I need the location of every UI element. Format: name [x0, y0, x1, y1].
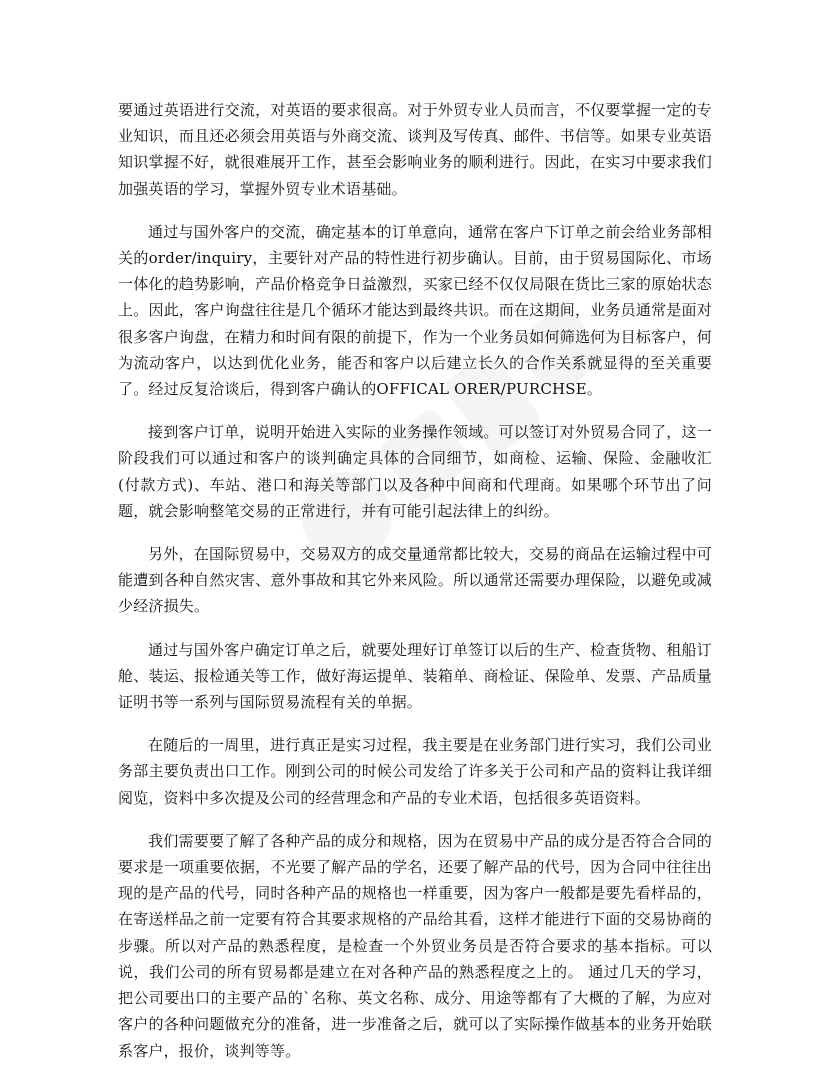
paragraph: 我们需要要了解了各种产品的成分和规格，因为在贸易中产品的成分是否符合合同的要求是一项重要依据，不光要了解产品的学名，还要了解产品的代号，因为合同中往往出现的是产品的代号，同时各种产品的规格也一样重要，因为客户一般都是要先看样品的，在寄送样品之前一定要有符合其要求规格的产品给其看，这样才能进行下面的交易协商的步骤。所以对产品的熟悉程度，是检查一个外贸业务员是否符合要求的基本指标。可以说，我们公司的所有贸易都是建立在对各种产品的熟悉程度之上的。 通过几天的学习，把公司要出口的主要产品的`名称、英文名称、成分、用途等都有了大概的了解，为应对客户的各种问题做充分的准备，进一步准备之后，就可以了实际操作做基本的业务开始联系客户，报价，谈判等等。 [118, 831, 712, 1060]
paragraph: 在随后的一周里，进行真正是实习过程，我主要是在业务部门进行实习，我们公司业务部主要负责出口工作。刚到公司的时候公司发给了许多关于公司和产品的资料让我详细阅览，资料中多次提及公司的经营理念和产品的专业术语，包括很多英语资料。 [118, 736, 712, 807]
paragraph: 通过与国外客户的交流，确定基本的订单意向，通常在客户下订单之前会给业务部相关的order/inquiry，主要针对产品的特性进行初步确认。目前，由于贸易国际化、市场一体化的趋势影响，产品价格竞争日益激烈，买家已经不仅仅局限在货比三家的原始状态上。因此，客户询盘往往是几个循环才能达到最终共识。而在这期间，业务员通常是面对很多客户询盘，在精力和时间有限的前提下，作为一个业务员如何筛选何为目标客户，何为流动客户，以达到优化业务，能否和客户以后建立长久的合作关系就显得的至关重要了。经过反复洽谈后，得到客户确认的OFFICAL ORER/PURCHSE。 [118, 222, 712, 399]
document-body [118, 97, 712, 1081]
paragraph: 接到客户订单，说明开始进入实际的业务操作领域。可以签订对外贸易合同了，这一阶段我们可以通过和客户的谈判确定具体的合同细节，如商检、运输、保险、金融收汇(付款方式)、车站、港口和海关等部门以及各种中间商和代理商。如果哪个环节出了问题，就会影响整笔交易的正常进行，并有可能引起法律上的纠纷。 [118, 423, 712, 520]
paragraph: 通过与国外客户确定订单之后，就要处理好订单签订以后的生产、检查货物、租船订舱、装运、报检通关等工作，做好海运提单、装箱单、商检证、保险单、发票、产品质量证明书等一系列与国际贸易流程有关的单据。 [118, 640, 712, 712]
paragraph: 另外，在国际贸易中，交易双方的成交量通常都比较大，交易的商品在运输过程中可能遭到各种自然灾害、意外事故和其它外来风险。所以通常还需要办理保险，以避免或减少经济损失。 [118, 545, 712, 616]
paragraph: 要通过英语进行交流，对英语的要求很高。对于外贸专业人员而言，不仅要掌握一定的专业知识，而且还必须会用英语与外商交流、谈判及写传真、邮件、书信等。如果专业英语知识掌握不好，就很难展开工作，甚至会影响业务的顺利进行。因此，在实习中要求我们加强英语的学习，掌握外贸专业术语基础。 [118, 101, 712, 198]
